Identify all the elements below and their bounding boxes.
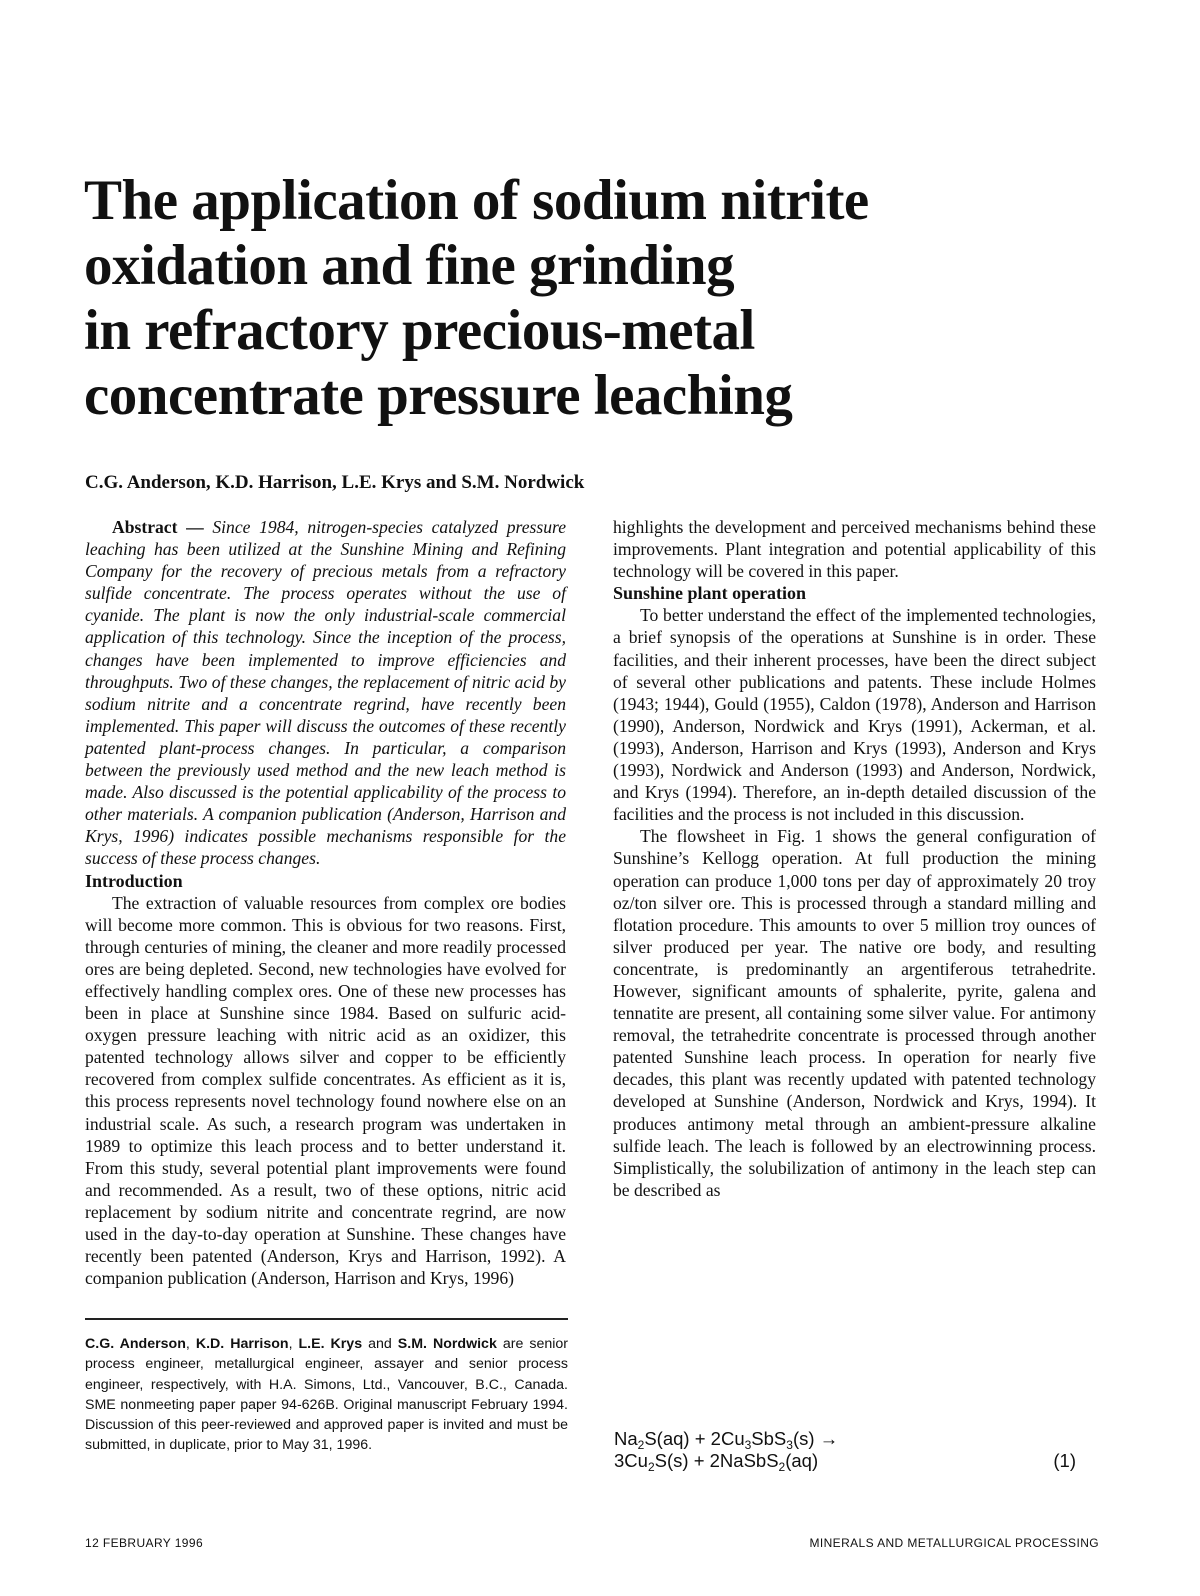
- right-column: [613, 516, 1096, 1201]
- abstract-text: Since 1984, nitrogen-species catalyzed pressure leaching has been utilized at the Sunshine Mining and Refining Company for the recovery of precious metals from a refractory sulfide concentrate. The process operates without the use of cyanide. The plant is now the only industrial-scale commercial application of this technology. Since the inception of the process, changes have been implemented to improve efficiencies and throughputs. Two of these changes, the replacement of nitric acid by sodium nitrite and a concentrate regrind, have recently been implemented. This paper will discuss the outcomes of these recently patented plant-process changes. In particular, a comparison between the previously used method and the new leach method is made. Also discussed is the potential applicability of the process to other materials. A companion publication (Anderson, Harrison and Krys, 1996) indicates possible mechanisms responsible for the success of these process changes.: [85, 517, 566, 869]
- sunshine-paragraph-2: The flowsheet in Fig. 1 shows the general configuration of Sunshine’s Kellogg operation. At full production the mining operation can produce 1,000 tons per day of approximately 20 troy oz/ton silver ore. This is processed through a standard milling and flotation procedure. This amounts to over 5 million troy ounces of silver produced per year. The native ore body, and resulting concentrate, is predominantly an argentiferous tetrahedrite. However, significant amounts of sphalerite, pyrite, galena and tennatite are present, all containing some silver value. For antimony removal, the tetrahedrite concentrate is processed through another patented Sunshine leach process. In operation for nearly five decades, this plant was recently updated with patented technology developed at Sunshine (Anderson, Nordwick and Krys, 1994). It produces antimony metal through an ambient-pressure alkaline sulfide leach. The leach is followed by an electrowinning process. Simplistically, the solubilization of antimony in the leach step can be described as: [613, 826, 1096, 1200]
- equation-line-1: $Na_2S(aq) + 2Cu_3SbS_3(s)$ →: [614, 1428, 839, 1452]
- abstract-dash: —: [177, 517, 213, 537]
- title-line: concentrate pressure leaching: [84, 364, 793, 427]
- introduction-paragraph-continued: highlights the development and perceived mechanisms behind these improvements. Plant integration and potential applicability of this technology will be covered in this paper.: [613, 517, 1096, 582]
- subscript: 2: [637, 1438, 645, 1452]
- equation-number: (1): [1053, 1450, 1076, 1471]
- footer-page-date: 12 FEBRUARY 1996: [85, 1536, 204, 1550]
- subscript: 3: [786, 1438, 793, 1452]
- author-line: C.G. Anderson, K.D. Harrison, L.E. Krys and S.M. Nordwick: [85, 472, 585, 493]
- author-footnote: [85, 1334, 568, 1456]
- footnote-author-name: L.E. Krys: [298, 1336, 363, 1352]
- footnote-author-names: C.G. Anderson, K.D. Harrison, L.E. Krys and S.M. Nordwick: [85, 1336, 497, 1352]
- sunshine-paragraph-1: To better understand the effect of the implemented technologies, a brief synopsis of the operations at Sunshine is in order. These facilities, and their inherent processes, have been the direct subject of several other publications and patents. These include Holmes (1943; 1944), Gould (1955), Caldon (1978), Anderson and Harrison (1990), Anderson, Nordwick and Krys (1991), Ackerman, et al. (1993), Anderson, Harrison and Krys (1993), Anderson and Krys (1993), Nordwick and Anderson (1993) and Anderson, Nordwick, and Krys (1994). Therefore, an in-depth detailed discussion of the facilities and the process is not included in this discussion.: [613, 605, 1096, 825]
- subscript: 2: [647, 1460, 655, 1474]
- introduction-paragraph: The extraction of valuable resources from complex ore bodies will become more common. This is obvious for two reasons. First, through centuries of mining, the cleaner and more readily processed ores are being depleted. Second, new technologies have evolved for effectively handling complex ores. One of these new processes has been in place at Sunshine since 1984. Based on sulfuric acid-oxygen pressure leaching with nitric acid as an oxidizer, this patented technology allows silver and copper to be efficiently recovered from complex sulfide concentrates. As efficient as it is, this process represents novel technology found nowhere else on an industrial scale. As such, a research program was undertaken in 1989 to optimize this leach process and to better understand it. From this study, several potential plant improvements were found and recommended. As a result, two of these options, nitric acid replacement by sodium nitrite and concentrate regrind, are now used in the day-to-day operation at Sunshine. These changes have recently been patented (Anderson, Krys and Harrison, 1992). A companion publication (Anderson, Harrison and Krys, 1996): [85, 892, 566, 1289]
- paper-title: [84, 168, 984, 428]
- footnote-author-name: S.M. Nordwick: [397, 1336, 497, 1352]
- left-column: [85, 516, 566, 1289]
- title-line: The application of sodium nitrite: [84, 169, 869, 232]
- equation-1: [614, 1428, 1098, 1472]
- abstract-label: Abstract: [112, 517, 178, 537]
- footnote-text: are senior process engineer, metallurgical engineer, assayer and senior process engineer, respectively, with H.A. Simons, Ltd., Vancouver, B.C., Canada. SME nonmeeting paper paper 94-626B. Original manuscript February 1994. Discussion of this peer-reviewed and approved paper is invited and must be submitted, in duplicate, prior to May 31, 1996.: [85, 1336, 569, 1454]
- equation-line-2: $3Cu_2S(s)$ + 2NaSbS$_2$(aq): [614, 1450, 819, 1474]
- introduction-heading: Introduction: [85, 870, 183, 891]
- title-line: in refractory precious-metal: [84, 299, 755, 362]
- title-line: oxidation and fine grinding: [84, 234, 735, 297]
- footnote-divider: [85, 1318, 568, 1320]
- subscript: 2: [778, 1460, 786, 1474]
- sunshine-plant-heading: Sunshine plant operation: [613, 583, 807, 604]
- footnote-author-name: C.G. Anderson: [85, 1336, 186, 1352]
- footnote-author-name: K.D. Harrison: [195, 1336, 289, 1352]
- footer-journal-name: MINERALS AND METALLURGICAL PROCESSING: [809, 1536, 1099, 1550]
- abstract: [85, 516, 566, 870]
- subscript: 3: [744, 1438, 752, 1452]
